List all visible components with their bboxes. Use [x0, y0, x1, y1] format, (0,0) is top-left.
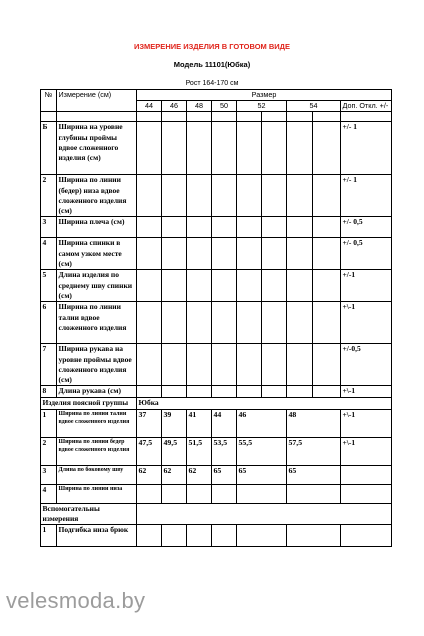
- row-num: 4: [41, 238, 57, 270]
- row-tolerance: +/-0,5: [341, 344, 392, 386]
- measurement-table: [40, 89, 392, 547]
- value-46: 49,5: [162, 437, 187, 465]
- row-label: Ширина плеча (см): [57, 217, 137, 238]
- row-num: 6: [41, 302, 57, 344]
- aux-section-row: [41, 503, 392, 524]
- table-row: [41, 344, 392, 386]
- value-44: 62: [137, 465, 162, 484]
- size-54: 54: [287, 101, 341, 112]
- table-row: [41, 437, 392, 465]
- value-48: 62: [187, 465, 212, 484]
- value-48: 41: [187, 409, 212, 437]
- row-label: Длина рукава (см): [57, 386, 137, 398]
- value-48: 51,5: [187, 437, 212, 465]
- model-name: Модель 11101(Юбка): [173, 60, 251, 69]
- value-46: 39: [162, 409, 187, 437]
- row-tolerance: [341, 465, 392, 484]
- header-num: №: [41, 90, 57, 112]
- table-row: [41, 484, 392, 503]
- size-52: 52: [237, 101, 287, 112]
- row-tolerance: +/- 0,5: [341, 238, 392, 270]
- header-measure: Измерение (см): [57, 90, 137, 112]
- size-46: 46: [162, 101, 187, 112]
- document-title: ИЗМЕРЕНИЕ ИЗДЕЛИЯ В ГОТОВОМ ВИДЕ: [133, 42, 291, 51]
- row-num: 3: [41, 465, 57, 484]
- height-range: Рост 164-170 см: [185, 80, 239, 87]
- table-row: [41, 465, 392, 484]
- table-row: [41, 217, 392, 238]
- size-50: 50: [212, 101, 237, 112]
- row-label: Длина по боковому шву: [57, 465, 137, 484]
- row-label: Ширина по линии талии вдвое сложенного изделия: [57, 302, 137, 344]
- table-row: [41, 302, 392, 344]
- belt-section-label: Изделия поясной группы: [41, 398, 137, 409]
- row-num: 5: [41, 270, 57, 302]
- header-row-1: [41, 90, 392, 101]
- value-50: 65: [212, 465, 237, 484]
- row-num: 1: [41, 409, 57, 437]
- row-label: Ширина на уровне глубины проймы вдвое сложенного изделия (см): [57, 122, 137, 175]
- value-52: 65: [237, 465, 287, 484]
- row-tolerance: +\-1: [341, 437, 392, 465]
- value-54: 48: [287, 409, 341, 437]
- row-tolerance: +\-1: [341, 409, 392, 437]
- row-label: Подгибка низа брюк: [57, 525, 137, 547]
- row-num: 3: [41, 217, 57, 238]
- table-row: [41, 386, 392, 398]
- row-tolerance: +/- 1: [341, 175, 392, 217]
- belt-section-row: [41, 398, 392, 409]
- table-row: [41, 122, 392, 175]
- header-tolerance: Доп. Откл. +/-: [341, 101, 392, 112]
- value-52: 46: [237, 409, 287, 437]
- row-num: 2: [41, 175, 57, 217]
- row-num: 8: [41, 386, 57, 398]
- table-row: [41, 409, 392, 437]
- size-48: 48: [187, 101, 212, 112]
- value-44: 37: [137, 409, 162, 437]
- header-size: Размер: [137, 90, 392, 101]
- row-label: Ширина по линии низа: [57, 484, 137, 503]
- row-num: 4: [41, 484, 57, 503]
- aux-section-label: Вспомогательны измерения: [41, 503, 137, 524]
- table-row: [41, 525, 392, 547]
- row-tolerance: +\-1: [341, 386, 392, 398]
- row-label: Ширина по линии (бедер) низа вдвое сложенного изделия (см): [57, 175, 137, 217]
- value-44: 47,5: [137, 437, 162, 465]
- row-tolerance: +/- 1: [341, 122, 392, 175]
- table-row: [41, 238, 392, 270]
- value-46: 62: [162, 465, 187, 484]
- row-label: Ширина по линии бедер вдвое сложенного изделия: [57, 437, 137, 465]
- row-num: Б: [41, 122, 57, 175]
- value-52: 55,5: [237, 437, 287, 465]
- row-tolerance: +/-1: [341, 270, 392, 302]
- value-54: 65: [287, 465, 341, 484]
- row-num: 7: [41, 344, 57, 386]
- row-num: 1: [41, 525, 57, 547]
- watermark-text: velesmoda.by: [6, 588, 146, 613]
- row-tolerance: +/- 0,5: [341, 217, 392, 238]
- row-num: 2: [41, 437, 57, 465]
- spacer-row: [41, 112, 392, 122]
- row-label: Длина изделия по среднему шву спинки (см): [57, 270, 137, 302]
- table-row: [41, 270, 392, 302]
- row-label: Ширина рукава на уровне проймы вдвое сложенного изделия (см): [57, 344, 137, 386]
- belt-section-garment: Юбка: [137, 398, 392, 409]
- row-label: Ширина по линии талии вдвое сложенного изделия: [57, 409, 137, 437]
- row-label: Ширина спинки в самом узком месте (см): [57, 238, 137, 270]
- value-54: 57,5: [287, 437, 341, 465]
- row-tolerance: +\-1: [341, 302, 392, 344]
- table-row: [41, 175, 392, 217]
- value-50: 44: [212, 409, 237, 437]
- value-50: 53,5: [212, 437, 237, 465]
- size-44: 44: [137, 101, 162, 112]
